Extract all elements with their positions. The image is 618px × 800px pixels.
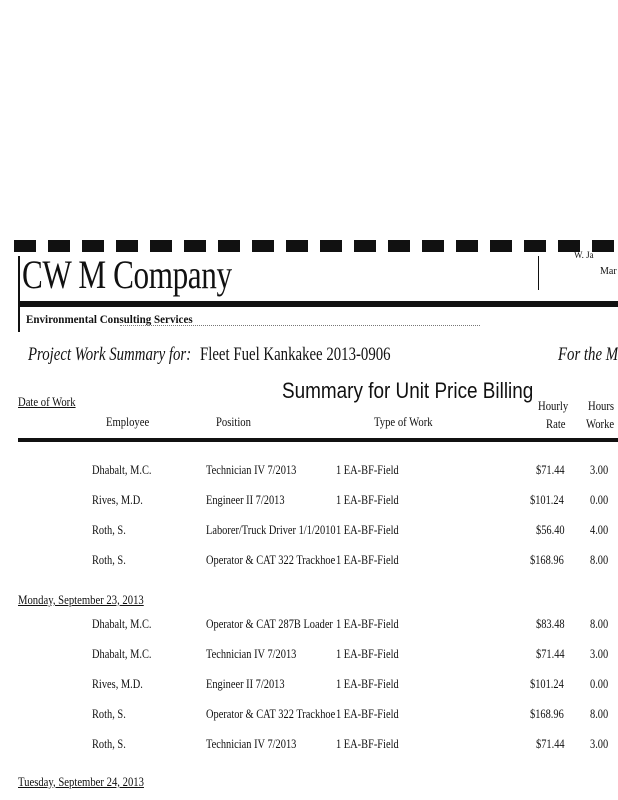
employee-column-header: Employee <box>106 414 150 429</box>
header-dash-segment <box>252 240 274 252</box>
table-row-rate: $83.48 <box>536 616 565 631</box>
table-row-hours: 4.00 <box>590 522 609 537</box>
table-header-rule <box>18 438 618 442</box>
table-row-employee: Rives, M.D. <box>92 676 143 691</box>
table-row-type: 1 EA-BF-Field <box>336 462 399 477</box>
table-row-type: 1 EA-BF-Field <box>336 552 399 567</box>
table-row-type: 1 EA-BF-Field <box>336 522 399 537</box>
table-row-hours: 3.00 <box>590 646 609 661</box>
project-name: Fleet Fuel Kankakee 2013-0906 <box>200 344 391 365</box>
table-row-employee: Rives, M.D. <box>92 492 143 507</box>
logo-left-rule <box>18 256 20 332</box>
period-label: For the M <box>558 344 618 365</box>
table-row-hours: 3.00 <box>590 736 609 751</box>
header-dash-segment <box>14 240 36 252</box>
table-row-employee: Dhabalt, M.C. <box>92 462 152 477</box>
header-dash-segment <box>82 240 104 252</box>
table-row-type: 1 EA-BF-Field <box>336 706 399 721</box>
table-row-employee: Dhabalt, M.C. <box>92 646 152 661</box>
header-dash-segment <box>150 240 172 252</box>
header-thick-rule <box>18 301 618 307</box>
project-label: Project Work Summary for: <box>28 344 192 365</box>
table-row-position: Operator & CAT 322 Trackhoe <box>206 552 336 567</box>
table-row-position: Operator & CAT 322 Trackhoe <box>206 706 336 721</box>
header-dash-segment <box>354 240 376 252</box>
header-dash-segment <box>320 240 342 252</box>
header-dash-segment <box>218 240 240 252</box>
hours-column-header-top: Hours <box>588 398 615 413</box>
table-row-rate: $168.96 <box>530 552 564 567</box>
table-row-hours: 8.00 <box>590 706 609 721</box>
table-row-position: Technician IV 7/2013 <box>206 646 297 661</box>
table-row-type: 1 EA-BF-Field <box>336 676 399 691</box>
table-row-rate: $71.44 <box>536 462 565 477</box>
table-row-type: 1 EA-BF-Field <box>336 492 399 507</box>
table-row-rate: $71.44 <box>536 736 565 751</box>
header-right-top-text: W. Ja <box>574 250 594 260</box>
table-row-hours: 8.00 <box>590 616 609 631</box>
header-dash-segment <box>490 240 512 252</box>
header-dash-segment <box>524 240 546 252</box>
table-row-rate: $101.24 <box>530 492 564 507</box>
header-dash-segment <box>286 240 308 252</box>
table-row-rate: $71.44 <box>536 646 565 661</box>
header-dash-segment <box>48 240 70 252</box>
table-row-rate: $101.24 <box>530 676 564 691</box>
header-dash-segment <box>422 240 444 252</box>
table-row-hours: 8.00 <box>590 552 609 567</box>
table-row-type: 1 EA-BF-Field <box>336 736 399 751</box>
header-dash-segment <box>184 240 206 252</box>
company-tagline: Environmental Consulting Services <box>26 312 193 326</box>
header-dash-segment <box>116 240 138 252</box>
table-row-position: Engineer II 7/2013 <box>206 492 285 507</box>
table-row-employee: Roth, S. <box>92 706 126 721</box>
rate-column-header-top: Hourly <box>538 398 569 413</box>
type-column-header: Type of Work <box>374 414 433 429</box>
hours-column-header-bottom: Worke <box>586 416 615 431</box>
table-row-position: Technician IV 7/2013 <box>206 462 297 477</box>
table-row-hours: 3.00 <box>590 462 609 477</box>
header-right-mid-text: Mar <box>600 266 617 277</box>
table-row-type: 1 EA-BF-Field <box>336 616 399 631</box>
rate-column-header-bottom: Rate <box>546 416 566 431</box>
date-column-header: Date of Work <box>18 394 76 409</box>
table-row-employee: Roth, S. <box>92 736 126 751</box>
company-logo: CW M Company <box>22 252 232 297</box>
header-dash-segment <box>456 240 478 252</box>
report-title: Summary for Unit Price Billing <box>282 378 534 403</box>
table-row-rate: $56.40 <box>536 522 565 537</box>
tagline-dotted-line <box>120 325 480 326</box>
work-date-label: Monday, September 23, 2013 <box>18 592 144 607</box>
table-row-employee: Dhabalt, M.C. <box>92 616 152 631</box>
table-row-type: 1 EA-BF-Field <box>336 646 399 661</box>
table-row-position: Laborer/Truck Driver 1/1/2010 <box>206 522 336 537</box>
table-row-rate: $168.96 <box>530 706 564 721</box>
work-date-label: Tuesday, September 24, 2013 <box>18 774 144 789</box>
header-divider <box>538 256 539 290</box>
header-dash-segment <box>592 240 614 252</box>
position-column-header: Position <box>216 414 251 429</box>
table-row-position: Engineer II 7/2013 <box>206 676 285 691</box>
table-row-position: Operator & CAT 287B Loader <box>206 616 333 631</box>
table-row-employee: Roth, S. <box>92 552 126 567</box>
table-row-position: Technician IV 7/2013 <box>206 736 297 751</box>
table-row-employee: Roth, S. <box>92 522 126 537</box>
table-row-hours: 0.00 <box>590 676 609 691</box>
header-dash-segment <box>388 240 410 252</box>
table-row-hours: 0.00 <box>590 492 609 507</box>
